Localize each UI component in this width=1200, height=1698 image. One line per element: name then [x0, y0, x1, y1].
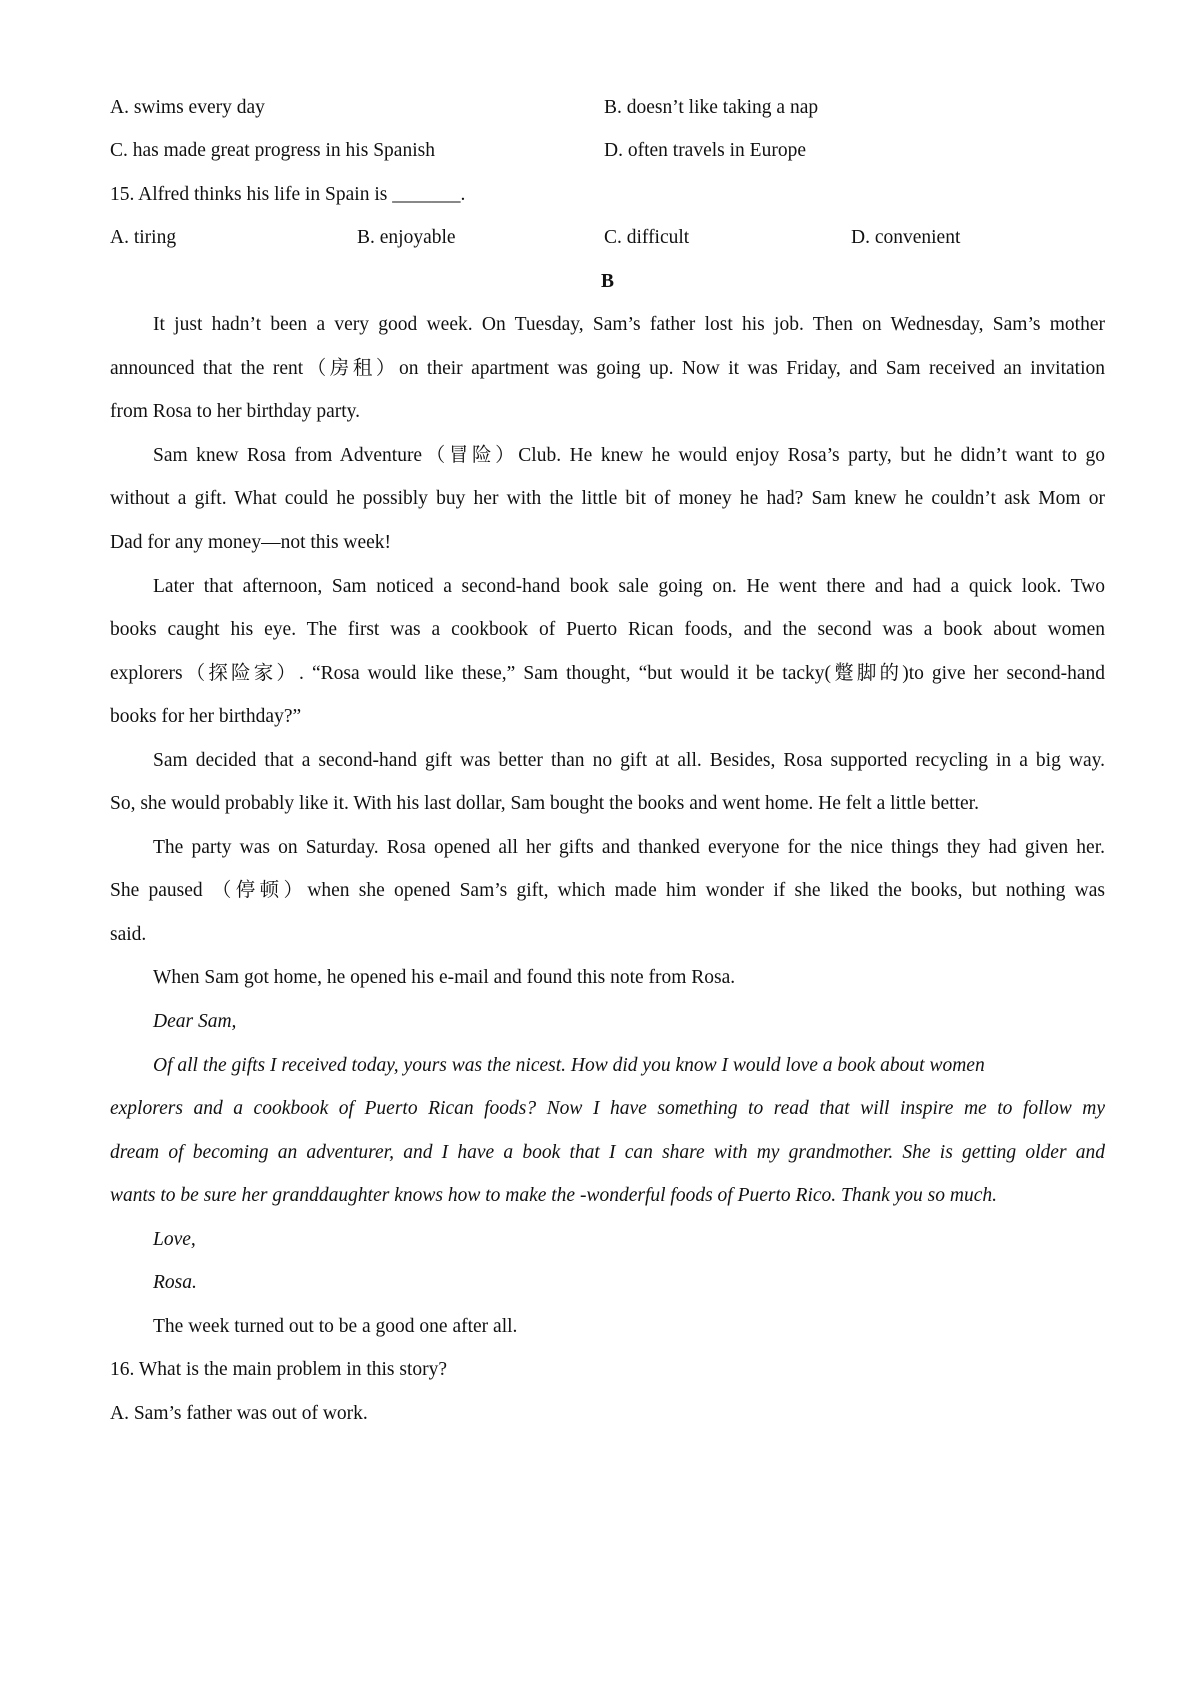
passage-line: without a gift. What could he possibly buy her with the little bit of money he had? Sam knew he couldn’t ask Mom or: [110, 488, 1105, 509]
passage-line: It just hadn’t been a very good week. On Tuesday, Sam’s father lost his job. Then on Wednesday, Sam’s mother: [153, 314, 1105, 335]
letter-signature: Rosa.: [153, 1272, 197, 1293]
q15-stem: 15. Alfred thinks his life in Spain is _______.: [110, 184, 466, 205]
q15-option-c: C. difficult: [604, 227, 690, 248]
letter-line: Of all the gifts I received today, yours was the nicest. How did you know I would love a book about women: [153, 1055, 985, 1076]
passage-line: So, she would probably like it. With his last dollar, Sam bought the books and went home. He felt a little better.: [110, 793, 979, 814]
passage-line: She paused （停顿）when she opened Sam’s gift, which made him wonder if she liked the books, but nothing was: [110, 880, 1105, 901]
section-heading: B: [600, 271, 614, 292]
q15-option-a: A. tiring: [110, 227, 177, 248]
passage-line: Later that afternoon, Sam noticed a second-hand book sale going on. He went there and had a quick look. Two: [153, 576, 1105, 597]
passage-line: explorers（探险家）. “Rosa would like these,” Sam thought, “but would it be tacky(蹩脚的)to give her second-hand: [110, 663, 1105, 684]
passage-line: announced that the rent（房租）on their apartment was going up. Now it was Friday, and Sam received an invitation: [110, 358, 1105, 379]
letter-line: dream of becoming an adventurer, and I have a book that I can share with my grandmother. She is getting older and: [110, 1142, 1105, 1163]
passage-line: The week turned out to be a good one after all.: [153, 1316, 518, 1337]
q14-option-b: B. doesn’t like taking a nap: [604, 97, 819, 118]
q14-option-d: D. often travels in Europe: [604, 140, 806, 161]
letter-line: explorers and a cookbook of Puerto Rican foods? Now I have something to read that will inspire me to follow my: [110, 1098, 1105, 1119]
q15-option-d: D. convenient: [851, 227, 961, 248]
passage-line: books caught his eye. The first was a cookbook of Puerto Rican foods, and the second was a book about women: [110, 619, 1105, 640]
letter-closing: Love,: [153, 1229, 196, 1250]
passage-line: books for her birthday?”: [110, 706, 302, 727]
passage-line: When Sam got home, he opened his e-mail and found this note from Rosa.: [153, 967, 736, 988]
q15-option-b: B. enjoyable: [357, 227, 456, 248]
passage-line: Sam knew Rosa from Adventure（冒险）Club. He knew he would enjoy Rosa’s party, but he didn’t want to go: [153, 445, 1105, 466]
q16-option-a: A. Sam’s father was out of work.: [110, 1403, 368, 1424]
passage-line: Sam decided that a second-hand gift was better than no gift at all. Besides, Rosa supported recycling in a big way.: [153, 750, 1105, 771]
passage-line: said.: [110, 924, 147, 945]
q14-option-a: A. swims every day: [110, 97, 265, 118]
q16-stem: 16. What is the main problem in this story?: [110, 1359, 448, 1380]
passage-line: Dad for any money—not this week!: [110, 532, 392, 553]
q14-option-c: C. has made great progress in his Spanish: [110, 140, 435, 161]
passage-line: from Rosa to her birthday party.: [110, 401, 361, 422]
passage-line: The party was on Saturday. Rosa opened all her gifts and thanked everyone for the nice things they had given her.: [153, 837, 1105, 858]
letter-greeting: Dear Sam,: [153, 1011, 237, 1032]
letter-line: wants to be sure her granddaughter knows how to make the -wonderful foods of Puerto Rico. Thank you so much.: [110, 1185, 997, 1206]
